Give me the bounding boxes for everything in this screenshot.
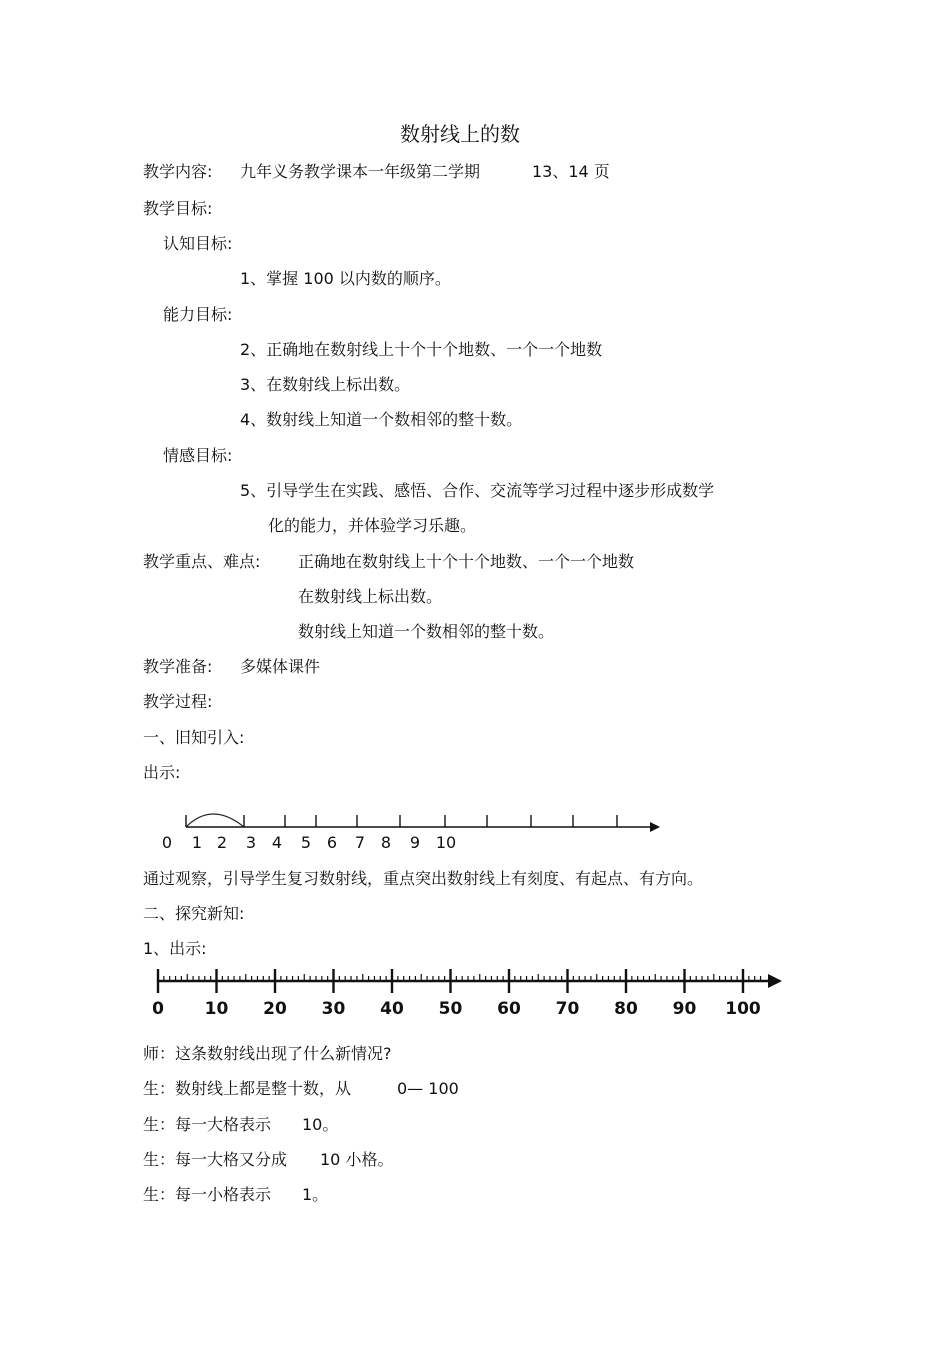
tick-label: 40 — [380, 999, 404, 1019]
number-line-1 — [150, 805, 690, 865]
key-point: 正确地在数射线上十个十个地数、一个一个地数 — [298, 552, 635, 571]
tick-label: 10 — [204, 999, 229, 1019]
tick-label: 50 — [438, 999, 463, 1019]
dialogue-line: 师：这条数射线出现了什么新情况? — [143, 1044, 392, 1063]
emotion-item-line2: 化的能力，并体验学习乐趣。 — [268, 516, 477, 535]
tick-label: 4 — [271, 833, 283, 852]
number-line-2 — [148, 962, 808, 1022]
ability-item: 4、数射线上知道一个数相邻的整十数。 — [240, 410, 523, 429]
tick-label: 30 — [321, 999, 346, 1019]
arrow-head-icon — [768, 974, 782, 988]
tick-label: 0 — [152, 999, 164, 1019]
tick-label: 20 — [263, 999, 287, 1019]
tick-label: 80 — [614, 999, 638, 1019]
key-point: 数射线上知道一个数相邻的整十数。 — [298, 622, 555, 641]
tick-label: 7 — [354, 833, 366, 852]
content-label: 教学内容: — [143, 162, 213, 181]
hop-arc — [186, 814, 244, 827]
tick-label: 100 — [725, 999, 761, 1019]
dialogue-line: 生：每一大格又分成 — [143, 1150, 288, 1169]
show-label: 1、出示: — [143, 939, 207, 958]
key-point: 在数射线上标出数。 — [298, 587, 443, 606]
section2-heading: 二、探究新知: — [143, 904, 245, 923]
page-title: 数射线上的数 — [400, 122, 520, 146]
dialogue-line: 生：每一大格表示 — [143, 1115, 272, 1134]
tick-label: 0 — [161, 833, 173, 852]
key-points-label: 教学重点、难点: — [143, 552, 261, 571]
content-text: 九年义务教学课本一年级第二学期 — [240, 162, 481, 181]
tick-label: 9 — [409, 833, 421, 852]
emotion-label: 情感目标: — [163, 446, 233, 465]
dialogue-value: 0— 100 — [397, 1079, 459, 1098]
tick-label: 8 — [380, 833, 392, 852]
dialogue-value: 1。 — [302, 1185, 329, 1204]
arrow-head-icon — [650, 822, 660, 832]
dialogue-line: 生：每一小格表示 — [143, 1185, 272, 1204]
tick-label: 70 — [555, 999, 580, 1019]
process-label: 教学过程: — [143, 692, 213, 711]
section1-heading: 一、旧知引入: — [143, 728, 245, 747]
tick-label: 3 — [245, 833, 257, 852]
preparation-text: 多媒体课件 — [240, 657, 321, 676]
dialogue-value: 10。 — [302, 1115, 339, 1134]
content-pages: 13、14 页 — [532, 162, 610, 181]
show-label: 出示: — [143, 763, 181, 782]
cognitive-label: 认知目标: — [163, 234, 233, 253]
preparation-label: 教学准备: — [143, 657, 213, 676]
objectives-label: 教学目标: — [143, 199, 213, 218]
tick-label: 60 — [497, 999, 521, 1019]
emotion-item-line1: 5、引导学生在实践、感悟、合作、交流等学习过程中逐步形成数学 — [240, 481, 715, 500]
tick-label: 5 — [300, 833, 312, 852]
tick-label: 6 — [326, 833, 338, 852]
ability-item: 2、正确地在数射线上十个十个地数、一个一个地数 — [240, 340, 603, 359]
tick-label: 2 — [216, 833, 228, 852]
cognitive-item: 1、掌握 100 以内数的顺序。 — [240, 269, 451, 288]
ability-label: 能力目标: — [163, 305, 233, 324]
dialogue-line: 生：数射线上都是整十数，从 — [143, 1079, 352, 1098]
tick-label: 10 — [435, 833, 457, 852]
observation-text: 通过观察，引导学生复习数射线，重点突出数射线上有刻度、有起点、有方向。 — [143, 869, 704, 888]
tick-label: 1 — [191, 833, 203, 852]
tick-label: 90 — [672, 999, 697, 1019]
ability-item: 3、在数射线上标出数。 — [240, 375, 411, 394]
dialogue-value: 10 小格。 — [320, 1150, 394, 1169]
